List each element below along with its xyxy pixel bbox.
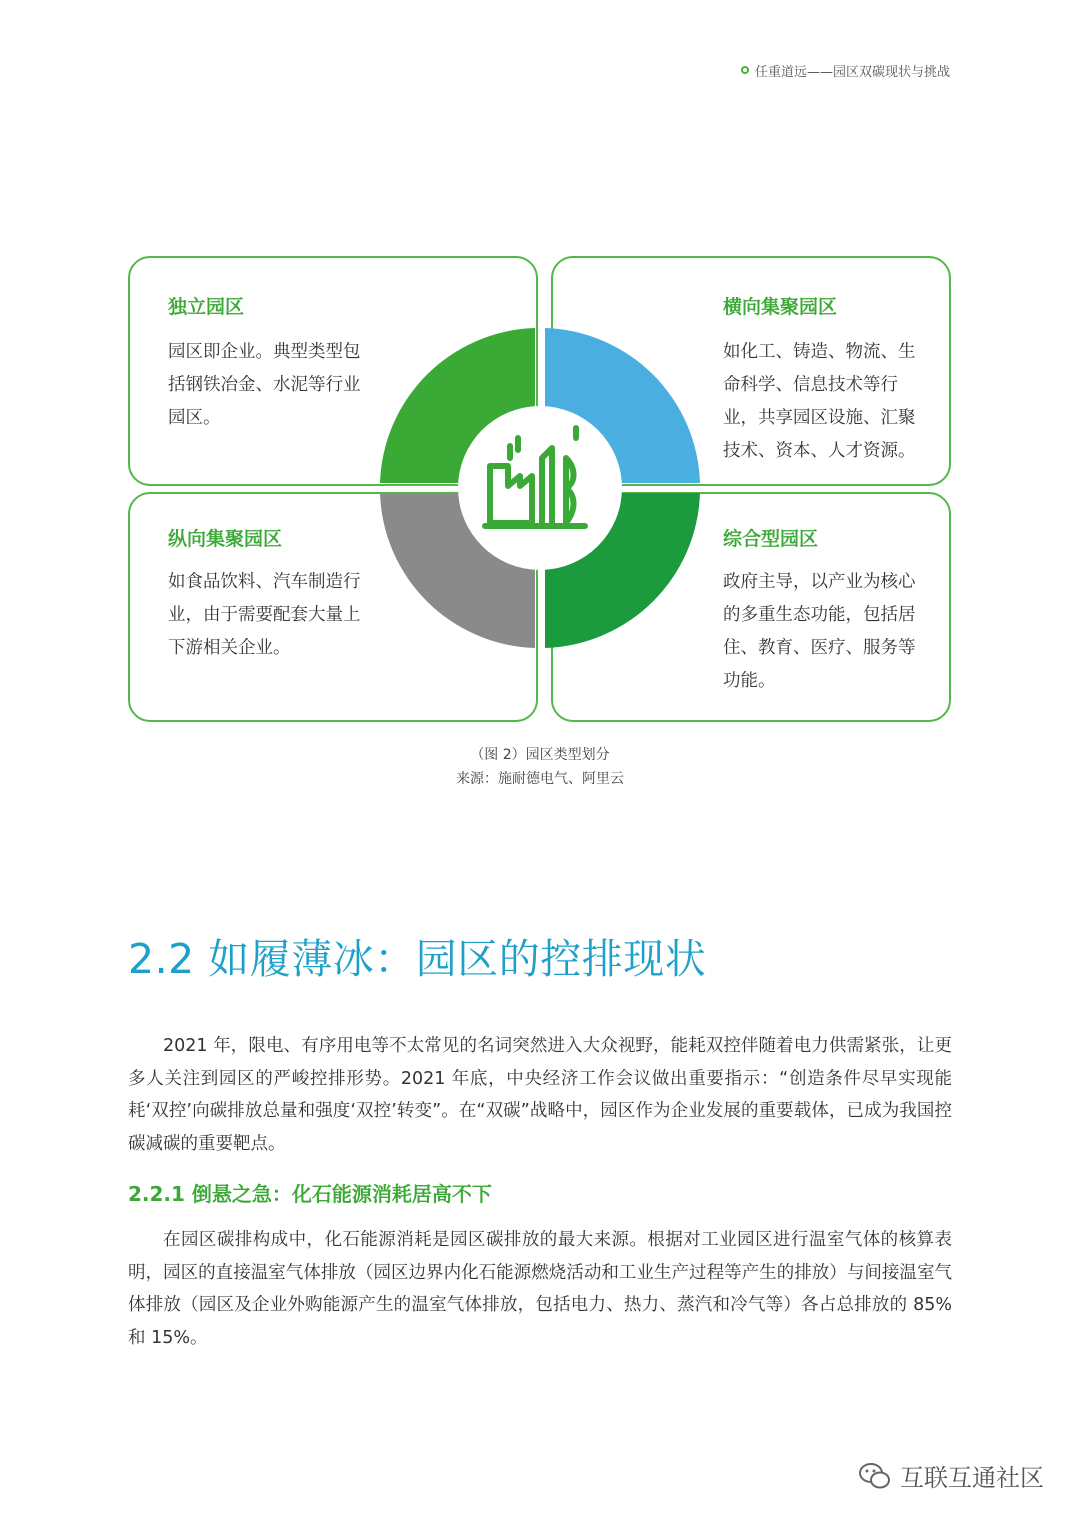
- watermark-text: 互联互通社区: [900, 1464, 1044, 1492]
- quadrant-title: 纵向集聚园区: [168, 528, 283, 550]
- body-paragraph: 在园区碳排构成中，化石能源消耗是园区碳排放的最大来源。根据对工业园区进行温室气体的核算表明，园区的直接温室气体排放（园区边界内化石能源燃烧活动和工业生产过程等产生的排放）与间接温室气体排放（园区及企业外购能源产生的温室气体排放，包括电力、热力、蒸汽和冷气等）各占总排放的 85% 和 15%。: [128, 1230, 952, 1348]
- quadrant-text: 如食品饮料、汽车制造行业，由于需要配套大量上下游相关企业。: [168, 572, 361, 658]
- quadrant-title: 综合型园区: [723, 528, 819, 550]
- circle-bullet-icon: [741, 66, 749, 74]
- wechat-icon: [858, 1461, 892, 1491]
- quadrant-text: 政府主导，以产业为核心的多重生态功能，包括居住、教育、医疗、服务等功能。: [723, 572, 916, 691]
- quadrant-text: 如化工、铸造、物流、生命科学、信息技术等行业，共享园区设施、汇聚技术、资本、人才资源。: [723, 342, 916, 461]
- running-header-text: 任重道远——园区双碳现状与挑战: [754, 64, 950, 80]
- section-title: 2.2 如履薄冰：园区的控排现状: [128, 935, 707, 983]
- quadrant-title: 横向集聚园区: [723, 296, 838, 318]
- body-paragraph: 2021 年，限电、有序用电等不太常见的名词突然进入大众视野，能耗双控伴随着电力供需紧张，让更多人关注到园区的严峻控排形势。2021 年底，中央经济工作会议做出重要指示：“创造条件尽早实现能耗‘双控’向碳排放总量和强度‘双控’转变”。在“双碳”战略中，园区作为企业发展的重要载体，已成为我国控碳减碳的重要靶点。: [128, 1036, 952, 1154]
- running-header: [741, 60, 950, 80]
- subsection-title: 2.2.1 倒悬之急：化石能源消耗居高不下: [128, 1182, 492, 1206]
- watermark: [858, 1458, 1044, 1493]
- park-types-diagram: [370, 318, 710, 658]
- quadrant-text: 园区即企业。典型类型包括钢铁冶金、水泥等行业园区。: [168, 342, 361, 428]
- figure-caption: （图 2）园区类型划分: [470, 747, 610, 763]
- quadrant-title: 独立园区: [168, 296, 245, 318]
- figure-source: 来源：施耐德电气、阿里云: [456, 771, 624, 787]
